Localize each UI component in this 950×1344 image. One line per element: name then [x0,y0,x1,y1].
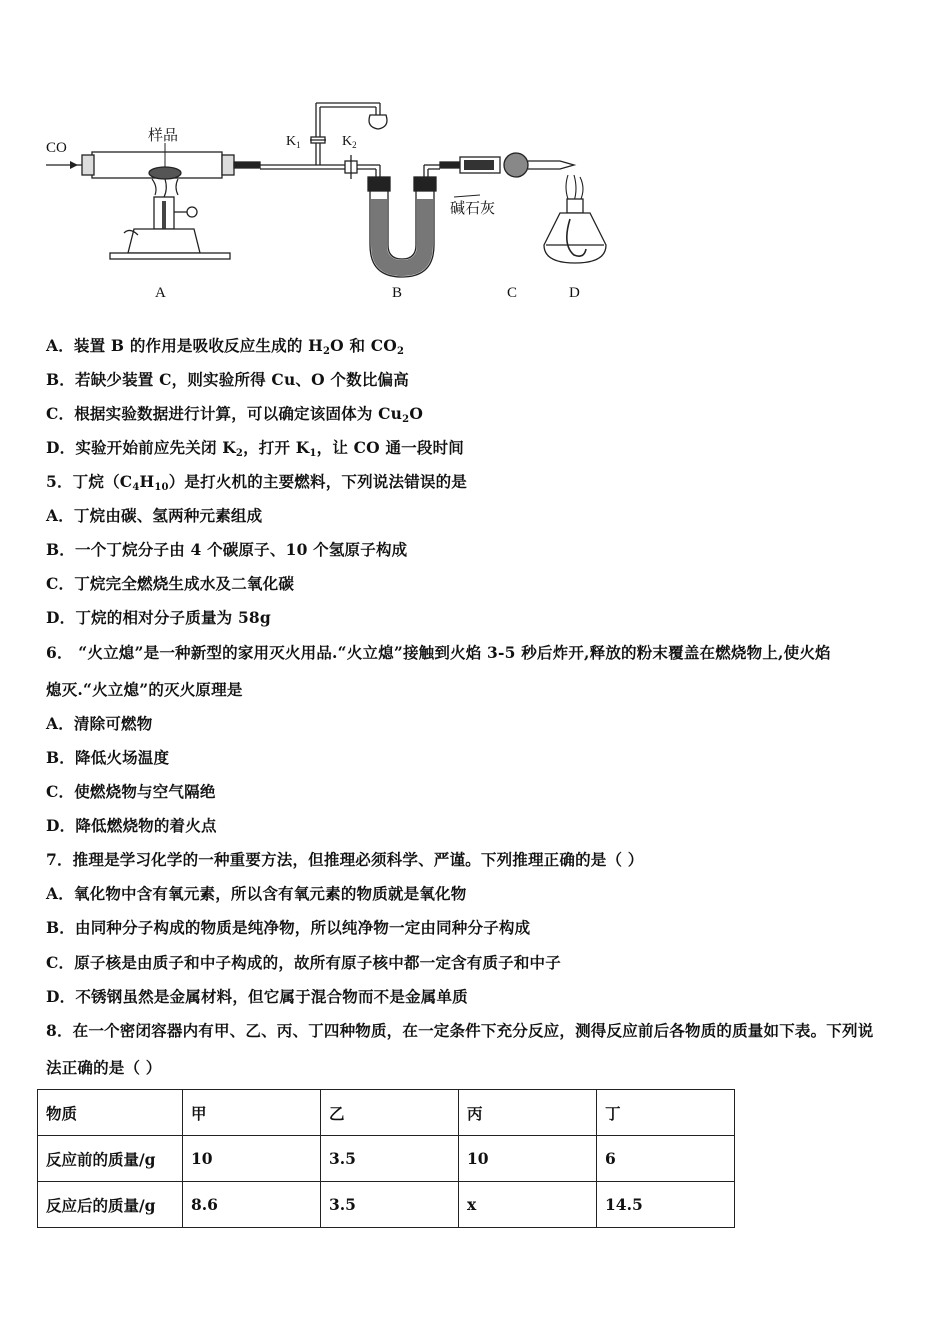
table-cell: 14.5 [597,1182,735,1228]
table-row [38,1182,735,1228]
table-cell: 6 [597,1136,735,1182]
q6-option-b: B．降低火场温度 [46,748,170,767]
co-label: CO [46,140,67,156]
table-row [38,1136,735,1182]
q6-stem-line1: 6． “火立熄”是一种新型的家用灭火用品.“火立熄”接触到火焰 3-5 秒后炸开,释放的粉末覆盖在燃烧物上,使火焰 [46,643,831,662]
table-cell: 3.5 [321,1136,459,1182]
q4-option-b: B．若缺少装置 C，则实验所得 Cu、O 个数比偏高 [46,370,409,389]
gas-bag [369,115,387,129]
q6-stem-line2: 熄灭.“火立熄”的灭火原理是 [46,680,243,699]
soda-lime-label: 碱石灰 [450,201,496,217]
table-cell: 3.5 [321,1182,459,1228]
q5-option-a: A．丁烷由碳、氢两种元素组成 [46,506,263,525]
table-cell: 10 [183,1136,321,1182]
q7-option-d: D．不锈钢虽然是金属材料，但它属于混合物而不是金属单质 [46,987,468,1006]
table-cell: 甲 [183,1090,321,1136]
table-cell: 丁 [597,1090,735,1136]
apparatus-diagram [40,95,620,310]
q7-option-c: C．原子核是由质子和中子构成的，故所有原子核中都一定含有质子和中子 [46,953,561,972]
q4-option-c: C．根据实验数据进行计算，可以确定该固体为 $Cu_2O$ [46,404,424,425]
q8-stem-line1: 8．在一个密闭容器内有甲、乙、丙、丁四种物质，在一定条件下充分反应，测得反应前后各物质的质量如下表。下列说 [46,1021,874,1040]
table-cell: 反应前的质量/g [38,1136,183,1182]
table-cell: 10 [459,1136,597,1182]
q5-stem: 5．丁烷$(C_4H_{10})$是打火机的主要燃料，下列说法错误的是 [46,472,467,493]
q6-option-a: A．清除可燃物 [46,714,153,733]
q7-option-b: B．由同种分子构成的物质是纯净物，所以纯净物一定由同种分子构成 [46,918,531,937]
q5-option-d: D．丁烷的相对分子质量为 58g [46,608,271,627]
mass-table [37,1089,735,1228]
table-cell: 丙 [459,1090,597,1136]
q6-option-d: D．降低燃烧物的着火点 [46,816,217,835]
k2-label: $K_2$ [342,134,357,150]
device-label-b: B [392,285,403,301]
q8-stem-line2: 法正确的是（ ） [46,1058,162,1077]
device-label-a: A [155,285,166,301]
table-header-row [38,1090,735,1136]
table-cell: 反应后的质量/g [38,1182,183,1228]
k1-label: $K_1$ [286,134,301,150]
table-cell: 物质 [38,1090,183,1136]
q5-option-b: B．一个丁烷分子由 4 个碳原子、10 个氢原子构成 [46,540,408,559]
table-cell: x [459,1182,597,1228]
device-label-d: D [569,285,580,301]
soda-lime-fill [371,199,433,276]
sample-label: 样品 [148,128,179,144]
q6-option-c: C．使燃烧物与空气隔绝 [46,782,216,801]
table-cell: 乙 [321,1090,459,1136]
sample-pile [149,167,181,179]
drying-bulb [504,153,528,177]
q7-stem: 7．推理是学习化学的一种重要方法，但推理必须科学、严谨。下列推理正确的是（ ） [46,850,644,869]
table-cell: 8.6 [183,1182,321,1228]
device-label-c: C [507,285,518,301]
q5-option-c: C．丁烷完全燃烧生成水及二氧化碳 [46,574,295,593]
q7-option-a: A．氧化物中含有氧元素，所以含有氧元素的物质就是氧化物 [46,884,467,903]
q4-option-a: A．装置 B 的作用是吸收反应生成的 $H_2O$ 和 $CO_2$ [46,336,405,357]
q4-option-d: D．实验开始前应先关闭 $K_2$，打开 $K_1$，让 CO 通一段时间 [46,438,464,459]
